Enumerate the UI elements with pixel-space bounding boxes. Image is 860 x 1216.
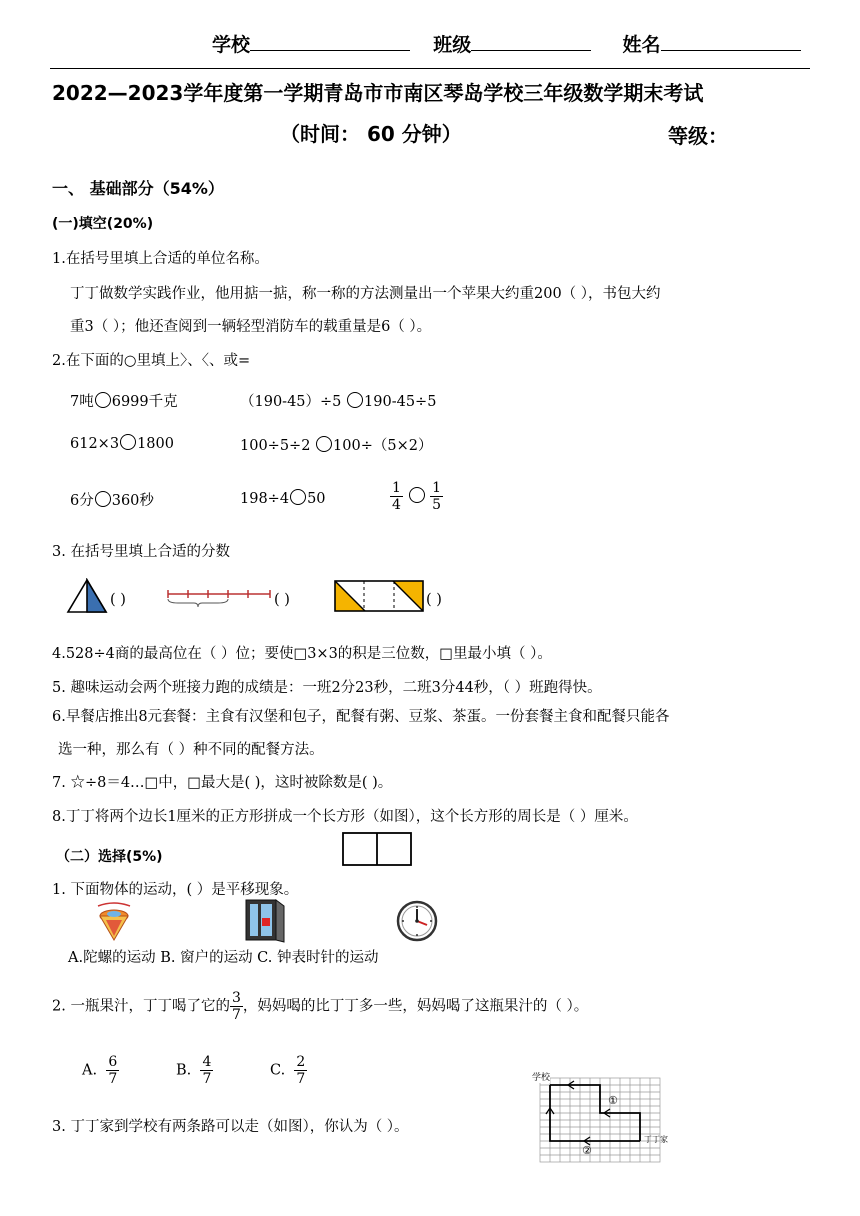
choice-q2-option-b[interactable]: B. $\frac{4}{7}$ bbox=[176, 1054, 212, 1087]
choice-heading: （二）选择(5%) bbox=[56, 849, 163, 865]
compare-circle[interactable] bbox=[290, 489, 306, 505]
name-label: 姓名 bbox=[622, 34, 661, 56]
compare-circle[interactable] bbox=[95, 392, 111, 408]
compare-circle[interactable] bbox=[409, 487, 425, 503]
q2-r1b: （190-45）÷5 190-45÷5 bbox=[240, 394, 437, 410]
choice-q1-options: A.陀螺的运动 B. 窗户的运动 C. 钟表时针的运动 bbox=[68, 950, 379, 966]
header-rule bbox=[50, 68, 810, 69]
clock-icon bbox=[396, 900, 438, 942]
q2-stem: 2.在下面的○里填上〉、〈、或= bbox=[52, 353, 251, 369]
q1-line1: 丁丁做数学实践作业，他用掂一掂，称一称的方法测量出一个苹果大约重200（ ），书包大约 bbox=[70, 286, 661, 302]
compare-circle[interactable] bbox=[347, 392, 363, 408]
rectangle-figure bbox=[334, 580, 424, 612]
compare-circle[interactable] bbox=[95, 491, 111, 507]
choice-q2-option-c[interactable]: C. $\frac{2}{7}$ bbox=[270, 1054, 306, 1087]
q7: 7. ☆÷8＝4…□中，□最大是( )，这时被除数是( )。 bbox=[52, 775, 393, 791]
compare-circle[interactable] bbox=[120, 434, 136, 450]
q1-line2: 重3（ ）；他还查阅到一辆轻型消防车的载重量是6（ ）。 bbox=[70, 319, 432, 335]
q3-blank-3[interactable]: ( ) bbox=[426, 592, 442, 608]
grade-label: 等级： bbox=[668, 124, 728, 148]
choice-q1: 1. 下面物体的运动，( ）是平移现象。 bbox=[52, 882, 299, 898]
q6-line2: 选一种，那么有（ ）种不同的配餐方法。 bbox=[58, 742, 324, 758]
name-field[interactable] bbox=[661, 32, 801, 51]
two-squares-figure bbox=[342, 832, 412, 866]
segment-figure bbox=[166, 588, 272, 608]
route-map bbox=[530, 1068, 674, 1166]
header-line bbox=[212, 30, 801, 57]
q2-r2b: 100÷5÷2 100÷（5×2） bbox=[240, 438, 433, 454]
compare-circle[interactable] bbox=[316, 436, 332, 452]
exam-title: 2022—2023学年度第一学期青岛市市南区琴岛学校三年级数学期末考试 bbox=[52, 81, 704, 105]
q4: 4.528÷4商的最高位在（ ）位；要使□3×3的积是三位数，□里最小填（ ）。 bbox=[52, 646, 552, 662]
q3-stem: 3. 在括号里填上合适的分数 bbox=[52, 544, 230, 560]
q2-r3c: $\frac{1}{4}$ $\frac{1}{5}$ bbox=[392, 480, 442, 513]
q2-r3b: 198÷4 50 bbox=[240, 491, 326, 507]
map-route2-label: ② bbox=[582, 1144, 592, 1157]
q5: 5. 趣味运动会两个班接力跑的成绩是：一班2分23秒，二班3分44秒，（ ）班跑得快。 bbox=[52, 680, 602, 696]
school-field[interactable] bbox=[250, 32, 410, 51]
q2-r2a: 612×3 1800 bbox=[70, 436, 174, 452]
q2-r1a: 7吨 6999千克 bbox=[70, 394, 178, 410]
q2-r3a: 6分 360秒 bbox=[70, 493, 154, 509]
school-label: 学校 bbox=[212, 34, 251, 56]
fill-heading: (一)填空(20%) bbox=[52, 216, 154, 232]
class-label: 班级 bbox=[433, 34, 472, 56]
triangle-figure bbox=[66, 578, 108, 614]
map-route1-label: ① bbox=[608, 1094, 618, 1107]
q6-line1: 6.早餐店推出8元套餐：主食有汉堡和包子，配餐有粥、豆浆、茶蛋。一份套餐主食和配餐只能各 bbox=[52, 709, 670, 725]
q3-blank-1[interactable]: ( ) bbox=[110, 592, 126, 608]
q1-stem: 1.在括号里填上合适的单位名称。 bbox=[52, 251, 269, 267]
spinning-top-icon bbox=[90, 902, 138, 944]
class-field[interactable] bbox=[471, 32, 591, 51]
q3-blank-2[interactable]: ( ) bbox=[274, 592, 290, 608]
choice-q2: 2. 一瓶果汁，丁丁喝了它的 $\frac{3}{7}$ ，妈妈喝的比丁丁多一些，妈妈喝了这瓶果汁的（ ）。 bbox=[52, 990, 589, 1023]
time-note: （时间： 60 分钟） bbox=[280, 122, 462, 146]
choice-q3: 3. 丁丁家到学校有两条路可以走（如图），你认为（ ）。 bbox=[52, 1119, 409, 1135]
section1-heading: 一、 基础部分（54%） bbox=[52, 179, 224, 198]
choice-q2-option-a[interactable]: A. $\frac{6}{7}$ bbox=[82, 1054, 118, 1087]
map-school-label: 学校 bbox=[532, 1070, 550, 1083]
window-icon bbox=[242, 896, 288, 944]
q8: 8.丁丁将两个边长1厘米的正方形拼成一个长方形（如图），这个长方形的周长是（ ）厘米。 bbox=[52, 809, 638, 825]
map-home-label: 丁丁家 bbox=[644, 1135, 668, 1144]
